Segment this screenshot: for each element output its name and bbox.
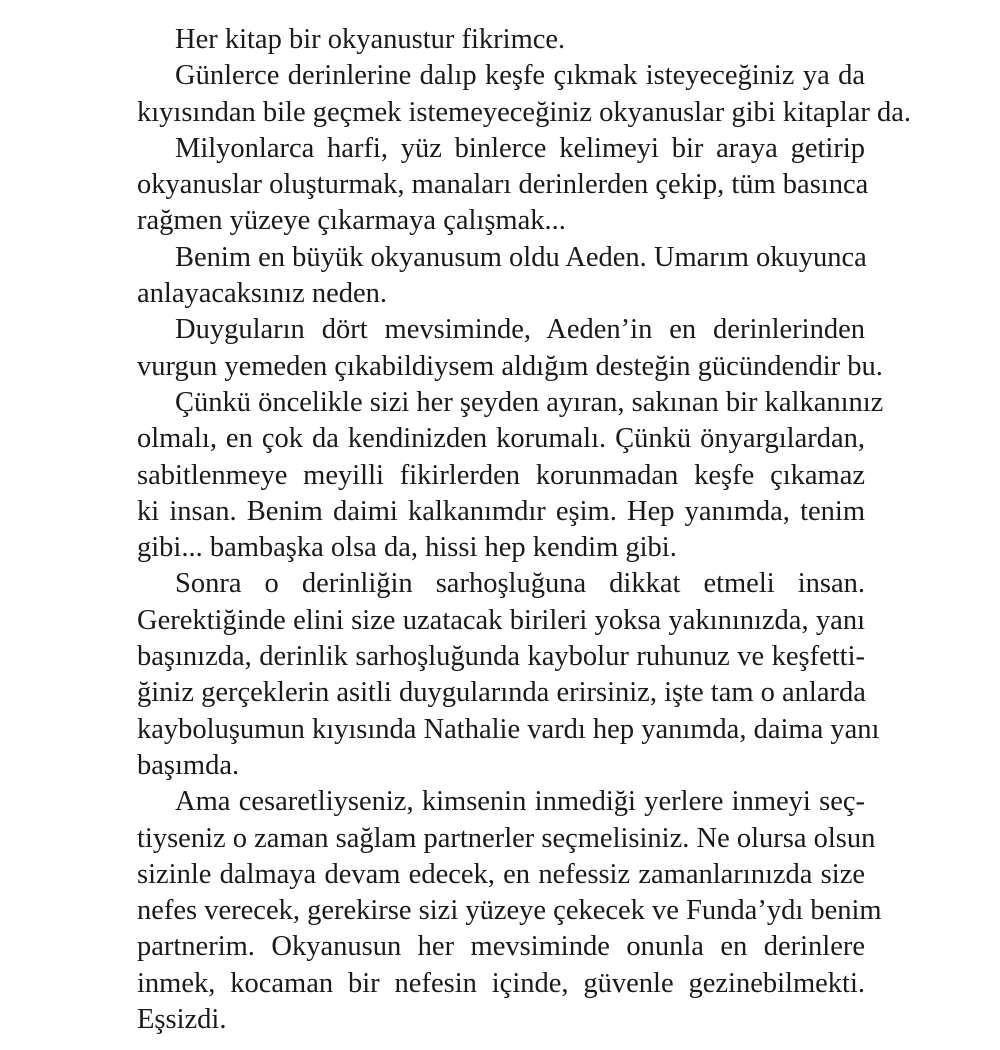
text-line: Gerektiğinde elini size uzatacak birileri yoksa yakınınızda, yanı <box>137 604 865 636</box>
text-line: rağmen yüzeye çıkarmaya çalışmak... <box>137 205 566 237</box>
text-line: gibi... bambaşka olsa da, hissi hep kendim gibi. <box>137 532 677 564</box>
text-line: Milyonlarca harfi, yüz binlerce kelimeyi bir araya getirip <box>175 132 865 164</box>
text-line: ki insan. Benim daimi kalkanımdır eşim. Hep yanımda, tenim <box>137 495 865 527</box>
paragraph-5 <box>137 312 883 385</box>
text-line: olmalı, en çok da kendinizden korumalı. Çünkü önyargılardan, <box>137 423 865 455</box>
paragraph-2 <box>137 58 912 131</box>
text-line: Çünkü öncelikle sizi her şeyden ayıran, sakınan bir kalkanınız <box>175 386 884 418</box>
text-line: kıyısından bile geçmek istemeyeceğiniz okyanuslar gibi kitaplar da. <box>137 96 912 128</box>
text-line: başımda. <box>137 749 240 781</box>
text-line: kayboluşumun kıyısında Nathalie vardı hep yanımda, daima yanı <box>137 713 880 745</box>
text-line: tiyseniz o zaman sağlam partnerler seçmelisiniz. Ne olursa olsun <box>137 822 876 854</box>
paragraph-8 <box>137 784 882 1038</box>
paragraph-4 <box>137 240 865 313</box>
text-line: inmek, kocaman bir nefesin içinde, güvenle gezinebilmekti. <box>137 967 865 999</box>
text-line: Ama cesaretliyseniz, kimsenin inmediği yerlere inmeyi seç- <box>175 786 865 818</box>
text-line: başınızda, derinlik sarhoşluğunda kaybolur ruhunuz ve keşfetti- <box>137 641 865 673</box>
text-line: okyanuslar oluşturmak, manaları derinlerden çekip, tüm basınca <box>137 169 869 201</box>
text-line: Günlerce derinlerine dalıp keşfe çıkmak isteyeceğiniz ya da <box>175 60 865 92</box>
text-line: Benim en büyük okyanusum oldu Aeden. Umarım okuyunca <box>175 241 867 273</box>
text-line: sabitlenmeye meyilli fikirlerden korunmadan keşfe çıkamaz <box>137 459 865 491</box>
paragraph-3 <box>137 131 869 240</box>
text-line: partnerim. Okyanusun her mevsiminde onunla en derinlere <box>137 931 865 963</box>
paragraph-7 <box>137 566 880 784</box>
text-line: Sonra o derinliğin sarhoşluğuna dikkat etmeli insan. <box>175 568 865 600</box>
paragraph-1 <box>137 22 865 58</box>
text-line: anlayacaksınız neden. <box>137 278 388 310</box>
text-line: nefes verecek, gerekirse sizi yüzeye çekecek ve Funda’ydı benim <box>137 895 882 927</box>
paragraph-6 <box>137 385 884 566</box>
text-line: Duyguların dört mevsiminde, Aeden’in en derinlerinden <box>175 314 865 346</box>
book-page <box>137 22 912 1038</box>
text-line: sizinle dalmaya devam edecek, en nefessiz zamanlarınızda size <box>137 858 865 890</box>
text-line: vurgun yemeden çıkabildiysem aldığım desteğin gücündendir bu. <box>137 350 883 382</box>
text-line: Eşsizdi. <box>137 1004 227 1036</box>
text-line: Her kitap bir okyanustur fikrimce. <box>175 24 566 55</box>
text-line: ğiniz gerçeklerin asitli duygularında erirsiniz, işte tam o anlarda <box>137 677 866 709</box>
